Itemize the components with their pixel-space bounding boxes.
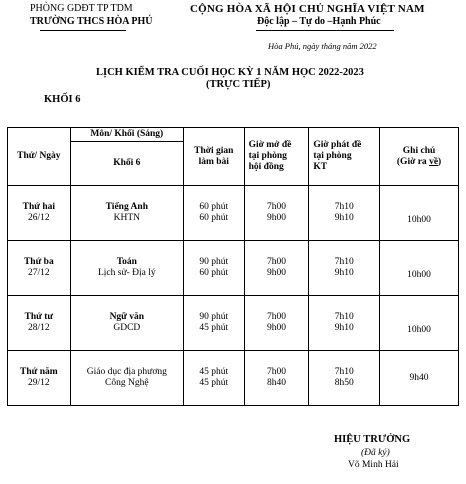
national-title: CỘNG HÒA XÃ HỘI CHỦ NGHĨA VIỆT NAM bbox=[190, 3, 425, 15]
note-cell bbox=[380, 186, 459, 241]
distribute-time-2: 9h10 bbox=[334, 323, 354, 333]
release-time: 9h40 bbox=[409, 372, 429, 383]
release-time: 10h00 bbox=[407, 324, 431, 335]
header-duration bbox=[183, 128, 244, 186]
note-cell bbox=[380, 351, 459, 406]
header-grade bbox=[70, 142, 183, 186]
national-motto: Độc lập – Tự do –Hạnh Phúc bbox=[257, 16, 381, 27]
duration-1: 60 phút bbox=[199, 202, 229, 212]
header-open-line-1: Giờ mở đề bbox=[248, 140, 292, 150]
header-open-line-3: hội đồng bbox=[248, 162, 284, 172]
header-distribute-line-3: KT bbox=[313, 162, 328, 172]
grade-label: KHỐI 6 bbox=[44, 94, 81, 105]
subject-2: Lịch sử- Địa lý bbox=[97, 268, 156, 278]
open-time-1: 7h00 bbox=[266, 312, 286, 322]
distribute-time-1: 7h10 bbox=[334, 367, 354, 377]
day-cell bbox=[8, 186, 71, 241]
day-name: Thứ hai bbox=[22, 202, 56, 212]
duration-1: 45 phút bbox=[199, 367, 229, 377]
table-header-row bbox=[8, 128, 459, 142]
open-time-cell bbox=[244, 296, 309, 351]
header-duration-line-2: làm bài bbox=[198, 156, 229, 167]
note-cell bbox=[380, 241, 459, 296]
duration-2: 45 phút bbox=[199, 323, 229, 333]
school-name: TRƯỜNG THCS HÒA PHÚ bbox=[30, 16, 153, 27]
distribute-time-cell bbox=[309, 186, 380, 241]
distribute-time-2: 8h50 bbox=[334, 378, 354, 388]
header-session-label: (Sáng) bbox=[134, 129, 164, 139]
national-motto-underline bbox=[256, 30, 394, 31]
signer-name: Võ Minh Hải bbox=[348, 460, 399, 470]
duration-cell bbox=[183, 186, 244, 241]
exam-schedule-table bbox=[7, 127, 459, 406]
document-title: LỊCH KIỂM TRA CUỐI HỌC KỲ 1 NĂM HỌC 2022-2023 bbox=[96, 67, 364, 78]
header-note-prefix: (Giờ ra bbox=[396, 156, 430, 167]
header-distribute-time bbox=[309, 128, 380, 186]
open-time-cell bbox=[244, 186, 309, 241]
open-time-cell bbox=[244, 351, 309, 406]
distribute-time-1: 7h10 bbox=[334, 257, 354, 267]
day-date: 28/12 bbox=[28, 323, 50, 333]
open-time-2: 9h00 bbox=[266, 213, 286, 223]
header-day bbox=[8, 128, 71, 186]
subject-2: KHTN bbox=[113, 213, 140, 223]
header-note bbox=[380, 128, 459, 186]
header-grade-label: Khối 6 bbox=[113, 158, 141, 168]
subject-2: Công Nghệ bbox=[105, 378, 149, 388]
school-name-underline bbox=[40, 30, 126, 31]
table-row bbox=[8, 241, 459, 296]
subject-1: Giáo dục địa phương bbox=[86, 367, 167, 377]
department-name: PHÒNG GDĐT TP TDM bbox=[30, 3, 133, 14]
duration-cell bbox=[183, 296, 244, 351]
signature-note: (Đã ký) bbox=[361, 448, 390, 458]
release-time: 10h00 bbox=[407, 269, 431, 280]
duration-1: 90 phút bbox=[199, 312, 229, 322]
subject-cell bbox=[70, 241, 183, 296]
header-note-suffix: ) bbox=[438, 156, 442, 167]
header-distribute-line-1: Giờ phát đề bbox=[313, 140, 362, 150]
open-time-1: 7h00 bbox=[266, 367, 286, 377]
signature-title: HIỆU TRƯỞNG bbox=[334, 434, 411, 445]
header-distribute-line-2: tại phòng bbox=[313, 151, 352, 161]
day-cell bbox=[8, 241, 71, 296]
release-time: 10h00 bbox=[407, 214, 431, 225]
open-time-2: 9h00 bbox=[266, 268, 286, 278]
header-open-time bbox=[244, 128, 309, 186]
day-name: Thứ tư bbox=[24, 312, 54, 322]
note-cell bbox=[380, 296, 459, 351]
distribute-time-cell bbox=[309, 296, 380, 351]
distribute-time-1: 7h10 bbox=[334, 312, 354, 322]
table-row bbox=[8, 186, 459, 241]
duration-cell bbox=[183, 241, 244, 296]
duration-cell bbox=[183, 351, 244, 406]
day-cell bbox=[8, 351, 71, 406]
duration-2: 60 phút bbox=[199, 213, 229, 223]
duration-2: 60 phút bbox=[199, 268, 229, 278]
header-note-line-2 bbox=[380, 157, 458, 168]
subject-1: Toán bbox=[116, 257, 137, 267]
header-note-underlined: về bbox=[429, 156, 439, 167]
subject-2: GDCD bbox=[113, 323, 141, 333]
open-time-cell bbox=[244, 241, 309, 296]
subject-cell bbox=[70, 351, 183, 406]
open-time-2: 8h40 bbox=[266, 378, 286, 388]
header-note-line-1: Ghi chú bbox=[402, 145, 436, 156]
day-cell bbox=[8, 296, 71, 351]
day-date: 26/12 bbox=[28, 213, 50, 223]
duration-1: 90 phút bbox=[199, 257, 229, 267]
header-subject-label: Môn/ Khối bbox=[90, 129, 135, 139]
open-time-2: 9h00 bbox=[266, 323, 286, 333]
table-row bbox=[8, 296, 459, 351]
subject-1: Ngữ văn bbox=[109, 312, 145, 322]
distribute-time-cell bbox=[309, 351, 380, 406]
table-row bbox=[8, 351, 459, 406]
distribute-time-2: 9h10 bbox=[334, 268, 354, 278]
open-time-1: 7h00 bbox=[266, 257, 286, 267]
date-line: Hòa Phú, ngày tháng năm 2022 bbox=[268, 41, 377, 51]
header-day-label: Thứ/ Ngày bbox=[17, 151, 61, 161]
subject-cell bbox=[70, 296, 183, 351]
header-open-line-2: tại phòng bbox=[248, 151, 287, 161]
day-name: Thứ năm bbox=[20, 367, 58, 377]
header-duration-line-1: Thời gian bbox=[194, 145, 234, 156]
open-time-1: 7h00 bbox=[266, 202, 286, 212]
distribute-time-2: 9h10 bbox=[334, 213, 354, 223]
day-date: 29/12 bbox=[28, 378, 50, 388]
day-name: Thứ ba bbox=[23, 257, 54, 267]
distribute-time-cell bbox=[309, 241, 380, 296]
header-subject-group bbox=[70, 128, 183, 142]
subject-cell bbox=[70, 186, 183, 241]
subject-1: Tiếng Anh bbox=[105, 202, 148, 212]
distribute-time-1: 7h10 bbox=[334, 202, 354, 212]
duration-2: 45 phút bbox=[199, 378, 229, 388]
day-date: 27/12 bbox=[28, 268, 50, 278]
document-subtitle: (TRỰC TIẾP) bbox=[206, 79, 271, 90]
